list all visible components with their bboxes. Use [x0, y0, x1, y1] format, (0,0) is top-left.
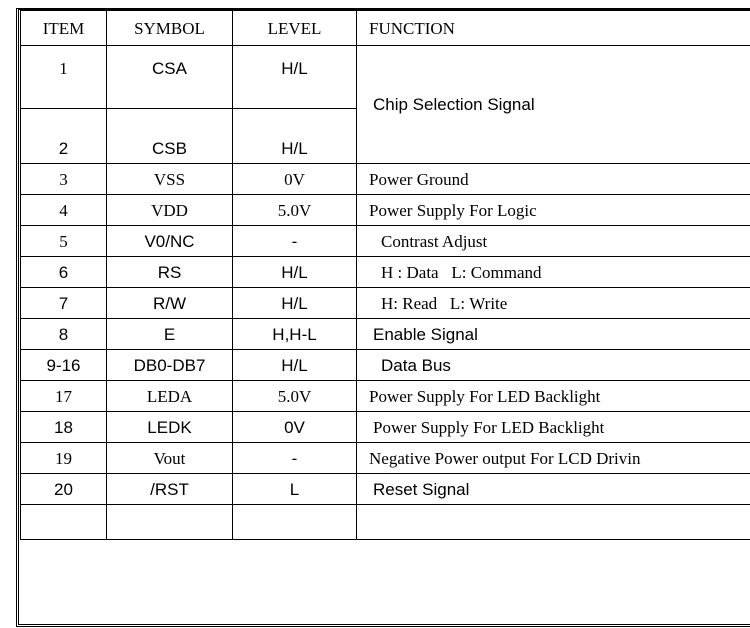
symbol-cell: R/W	[107, 288, 233, 319]
header-symbol: SYMBOL	[107, 11, 233, 46]
symbol-cell	[107, 505, 233, 540]
table-row-empty	[21, 505, 750, 540]
level-cell: H/L	[233, 46, 357, 109]
item-cell: 8	[21, 319, 107, 350]
function-cell	[357, 505, 750, 540]
level-cell: H/L	[233, 109, 357, 164]
item-cell: 3	[21, 164, 107, 195]
function-cell: Reset Signal	[357, 474, 750, 505]
level-cell: 5.0V	[233, 381, 357, 412]
symbol-cell: VDD	[107, 195, 233, 226]
symbol-cell: DB0-DB7	[107, 350, 233, 381]
level-cell: 0V	[233, 164, 357, 195]
symbol-cell: RS	[107, 257, 233, 288]
item-cell: 18	[21, 412, 107, 443]
item-cell: 7	[21, 288, 107, 319]
table-row	[21, 350, 750, 381]
table-row	[21, 164, 750, 195]
item-cell: 19	[21, 443, 107, 474]
item-cell: 2	[21, 109, 107, 164]
level-cell: -	[233, 443, 357, 474]
level-cell: H/L	[233, 257, 357, 288]
symbol-cell: Vout	[107, 443, 233, 474]
level-cell: H,H-L	[233, 319, 357, 350]
item-cell: 20	[21, 474, 107, 505]
level-cell	[233, 505, 357, 540]
level-cell: 0V	[233, 412, 357, 443]
symbol-cell: CSB	[107, 109, 233, 164]
header-level: LEVEL	[233, 11, 357, 46]
function-cell: Data Bus	[357, 350, 750, 381]
item-cell: 9-16	[21, 350, 107, 381]
level-cell: H/L	[233, 288, 357, 319]
level-cell: H/L	[233, 350, 357, 381]
table-row	[21, 412, 750, 443]
table-row	[21, 195, 750, 226]
header-function: FUNCTION	[357, 11, 750, 46]
item-cell: 1	[21, 46, 107, 109]
table-row	[21, 443, 750, 474]
symbol-cell: E	[107, 319, 233, 350]
function-cell: Power Supply For LED Backlight	[357, 412, 750, 443]
item-cell: 6	[21, 257, 107, 288]
table-row	[21, 226, 750, 257]
function-cell: Power Ground	[357, 164, 750, 195]
symbol-cell: LEDA	[107, 381, 233, 412]
function-cell: Contrast Adjust	[357, 226, 750, 257]
level-cell: L	[233, 474, 357, 505]
table-header-row	[21, 11, 750, 46]
function-cell: Power Supply For Logic	[357, 195, 750, 226]
table-row	[21, 319, 750, 350]
function-cell: Power Supply For LED Backlight	[357, 381, 750, 412]
function-cell: Enable Signal	[357, 319, 750, 350]
item-cell: 4	[21, 195, 107, 226]
symbol-cell: VSS	[107, 164, 233, 195]
level-cell: -	[233, 226, 357, 257]
symbol-cell: LEDK	[107, 412, 233, 443]
function-cell-chip-select: Chip Selection Signal	[357, 46, 750, 164]
item-cell: 17	[21, 381, 107, 412]
symbol-cell: V0/NC	[107, 226, 233, 257]
item-cell	[21, 505, 107, 540]
table-row	[21, 257, 750, 288]
symbol-cell: /RST	[107, 474, 233, 505]
item-cell: 5	[21, 226, 107, 257]
function-cell: H : Data L: Command	[357, 257, 750, 288]
table-row	[21, 288, 750, 319]
table-row	[21, 46, 750, 109]
table-row	[21, 474, 750, 505]
header-item: ITEM	[21, 11, 107, 46]
pin-function-table	[20, 10, 750, 540]
table-row	[21, 381, 750, 412]
function-cell: H: Read L: Write	[357, 288, 750, 319]
level-cell: 5.0V	[233, 195, 357, 226]
symbol-cell: CSA	[107, 46, 233, 109]
function-cell: Negative Power output For LCD Drivin	[357, 443, 750, 474]
